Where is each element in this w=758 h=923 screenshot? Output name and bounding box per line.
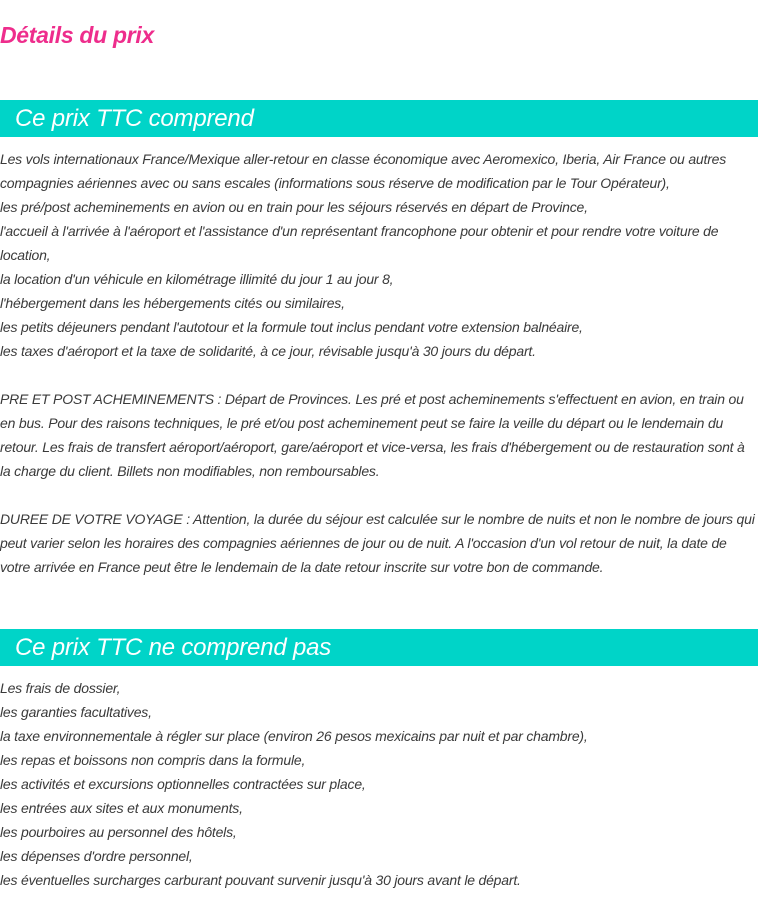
excluded-item: les pourboires au personnel des hôtels,	[0, 824, 237, 840]
page-title: Détails du prix	[0, 22, 154, 48]
included-item: l'accueil à l'arrivée à l'aéroport et l'assistance d'un représentant francophone pour obtenir et pour rendre votre voiture de location,	[0, 223, 719, 263]
excluded-item: les repas et boissons non compris dans la formule,	[0, 752, 306, 768]
included-item: les petits déjeuners pendant l'autotour et la formule tout inclus pendant votre extension balnéaire,	[0, 319, 583, 335]
included-item: les pré/post acheminements en avion ou en train pour les séjours réservés en départ de Province,	[0, 199, 588, 215]
excluded-section-header: Ce prix TTC ne comprend pas	[0, 629, 758, 666]
excluded-item: les activités et excursions optionnelles contractées sur place,	[0, 776, 366, 792]
included-item: Les vols internationaux France/Mexique aller-retour en classe économique avec Aeromexico, Iberia, Air France ou autres compagnies aériennes avec ou sans escales (informations sous réserve de modification par le Tour Opérateur),	[0, 151, 727, 191]
included-item: la location d'un véhicule en kilométrage illimité du jour 1 au jour 8,	[0, 271, 394, 287]
included-section-body	[0, 147, 758, 579]
excluded-list	[0, 676, 758, 892]
included-item: l'hébergement dans les hébergements cités ou similaires,	[0, 295, 345, 311]
included-list	[0, 147, 758, 363]
excluded-item: les entrées aux sites et aux monuments,	[0, 800, 243, 816]
excluded-section-body	[0, 676, 758, 892]
excluded-item: les dépenses d'ordre personnel,	[0, 848, 193, 864]
excluded-item: les garanties facultatives,	[0, 704, 152, 720]
excluded-item: Les frais de dossier,	[0, 680, 121, 696]
included-item: les taxes d'aéroport et la taxe de solidarité, à ce jour, révisable jusqu'à 30 jours du départ.	[0, 343, 536, 359]
excluded-item: la taxe environnementale à régler sur place (environ 26 pesos mexicains par nuit et par chambre),	[0, 728, 588, 744]
duration-note: DUREE DE VOTRE VOYAGE : Attention, la durée du séjour est calculée sur le nombre de nuits et non le nombre de jours qui peut varier selon les horaires des compagnies aériennes de jour ou de nuit. A l'occasion d'un vol retour de nuit, la date de votre arrivée en France peut être le lendemain de la date retour inscrite sur votre bon de commande.	[0, 511, 755, 575]
included-section-header: Ce prix TTC comprend	[0, 100, 758, 137]
pre-post-note: PRE ET POST ACHEMINEMENTS : Départ de Provinces. Les pré et post acheminements s'effectuent en avion, en train ou en bus. Pour des raisons techniques, le pré et/ou post acheminement peut se faire la veille du départ ou le lendemain du retour. Les frais de transfert aéroport/aéroport, gare/aéroport et vice-versa, les frais d'hébergement ou de restauration sont à la charge du client. Billets non modifiables, non remboursables.	[0, 391, 745, 479]
excluded-item: les éventuelles surcharges carburant pouvant survenir jusqu'à 30 jours avant le départ.	[0, 872, 521, 888]
